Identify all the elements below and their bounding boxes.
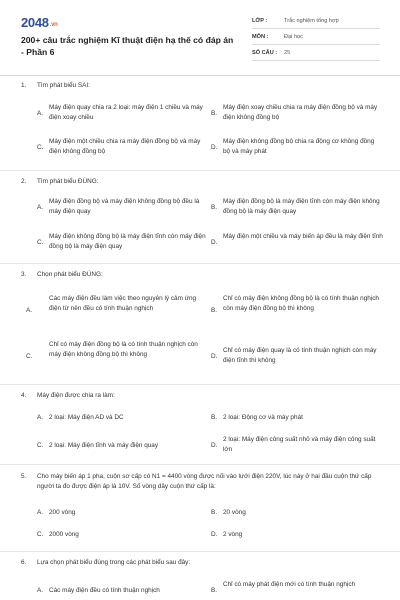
option-text: Máy điện không đồng bộ chia ra động cơ không đồng bộ và máy phát (223, 138, 375, 155)
meta-key: LỚP : (252, 18, 268, 24)
question-divider (0, 170, 400, 171)
question-1 (21, 81, 383, 155)
meta-row-class (252, 13, 380, 29)
option-text: 2 loại: Máy điện công suất nhỏ và máy điện công suất lớn (223, 436, 376, 453)
option-d[interactable] (211, 435, 383, 455)
meta-key: MÔN : (252, 34, 269, 40)
option-letter: A. (37, 110, 44, 117)
option-c[interactable] (37, 137, 207, 157)
option-text: Các máy điện đều làm việc theo nguyên lý cảm ứng điện từ nên đều có tính thuận nghịch (49, 295, 197, 312)
option-letter: B. (211, 204, 218, 211)
option-letter: C. (37, 144, 44, 151)
question-divider (0, 464, 400, 465)
meta-value: Trắc nghiệm tổng hợp (284, 18, 339, 24)
question-stem (21, 472, 383, 492)
question-stem (21, 391, 383, 401)
question-number: 4. (21, 392, 27, 399)
option-b[interactable] (211, 294, 383, 314)
question-text: Cho máy biến áp 1 pha, cuộn sơ cấp có N1 = 4400 vòng được nối vào lưới điện 220V, lúc này ở hai đầu cuộn thứ cấp người ta đo được điện áp là 10V. Số vòng dây cuộn thứ cấp là: (37, 473, 372, 490)
option-text: 20 vòng (223, 509, 246, 516)
question-stem (21, 270, 383, 280)
option-b[interactable] (211, 103, 383, 123)
option-text: 2000 vòng (49, 531, 79, 538)
question-5 (21, 472, 383, 538)
question-text: Máy điện được chia ra làm: (37, 392, 115, 399)
question-stem (21, 81, 383, 91)
option-text: Chỉ có máy điện không đồng bộ là có tính thuận nghịch còn máy điện đồng bộ thì không (223, 295, 379, 312)
question-divider (0, 263, 400, 264)
option-c[interactable] (37, 530, 207, 540)
question-number: 5. (21, 473, 27, 480)
option-b[interactable] (211, 508, 383, 518)
option-letter: C. (26, 353, 33, 360)
option-text: Máy điện không đồng bộ là máy điện tĩnh còn máy điện đồng bộ là máy điện quay (49, 233, 206, 250)
option-letter: D. (211, 442, 218, 449)
option-letter: A. (37, 204, 44, 211)
question-divider (0, 551, 400, 552)
question-stem (21, 558, 383, 568)
option-letter: A. (37, 587, 44, 594)
meta-info-panel (252, 13, 380, 61)
option-a[interactable] (37, 197, 207, 217)
option-letter: A. (37, 509, 44, 516)
option-text: Các máy điện đều có tính thuận nghịch (49, 587, 160, 594)
option-text: Máy điện đồng bộ và máy điện không đồng bộ đều là máy điện quay (49, 198, 200, 215)
meta-row-count (252, 45, 380, 61)
question-text: Tìm phát biểu ĐÚNG: (37, 178, 99, 185)
option-letter: C. (37, 442, 44, 449)
site-logo[interactable] (21, 15, 58, 30)
option-letter: D. (211, 239, 218, 246)
option-a[interactable] (37, 586, 207, 596)
option-letter: D. (211, 353, 218, 360)
option-d[interactable] (211, 137, 383, 157)
question-divider (0, 384, 400, 385)
option-letter: B. (211, 110, 218, 117)
option-text: Máy điện quay chia ra 2 loại: máy điện 1 chiều và máy điện xoay chiều (49, 104, 203, 121)
header-divider (0, 75, 400, 76)
option-letter: B. (211, 587, 218, 594)
option-letter: B. (211, 307, 218, 314)
option-b[interactable] (211, 413, 383, 423)
option-letter: B. (211, 414, 218, 421)
option-text: Máy điện một chiều và máy biến áp đều là máy điện tĩnh (223, 233, 383, 240)
option-text: 2 loại: Máy điện AD và DC (49, 414, 124, 421)
option-text: Chỉ có máy phát điện mới có tính thuận nghịch (223, 581, 356, 588)
meta-value: Đại học (284, 34, 303, 40)
option-letter: C. (37, 239, 44, 246)
option-c[interactable] (37, 232, 207, 252)
document-header (0, 0, 400, 75)
option-letter: D. (211, 531, 218, 538)
option-letter: A. (37, 414, 44, 421)
meta-key: SỐ CÂU : (252, 50, 278, 56)
option-d[interactable] (211, 530, 383, 540)
option-letter: A. (26, 307, 33, 314)
question-text: Lựa chọn phát biểu đúng trong các phát biểu sau đây: (37, 559, 191, 566)
option-letter: B. (211, 509, 218, 516)
option-b[interactable] (211, 197, 383, 217)
question-6 (21, 558, 383, 594)
option-a[interactable] (37, 413, 207, 423)
meta-row-subject (252, 29, 380, 45)
question-number: 1. (21, 82, 27, 89)
option-text: 2 loại: Máy điện tĩnh và máy điện quay (49, 442, 159, 449)
question-text: Tìm phát biểu SAI: (37, 82, 90, 89)
question-number: 6. (21, 559, 27, 566)
question-stem (21, 177, 383, 187)
option-text: Chỉ có máy điện quay là có tính thuận nghịch còn máy điện tĩnh thì không (223, 347, 377, 364)
option-d[interactable] (211, 232, 383, 246)
option-d[interactable] (211, 346, 383, 366)
option-text: Máy điện một chiều chia ra máy điện đồng bộ và máy điện không đồng bộ (49, 138, 201, 155)
meta-value: 25 (284, 50, 291, 56)
question-text: Chọn phát biểu ĐÚNG: (37, 271, 103, 278)
option-c[interactable] (37, 441, 207, 451)
option-text: Chỉ có máy điện đồng bộ là có tính thuận nghịch còn máy điện không đồng bộ thì không (49, 341, 198, 358)
page-title: 200+ câu trắc nghiệm Kĩ thuật điện hạ thế có đáp án - Phần 6 (21, 35, 234, 57)
question-number: 2. (21, 178, 27, 185)
option-a[interactable] (26, 294, 207, 314)
option-c[interactable] (26, 340, 207, 360)
question-number: 3. (21, 271, 27, 278)
option-text: Máy điện xoay chiều chia ra máy điện đồng bộ và máy điện không đồng bộ (223, 104, 378, 121)
option-a[interactable] (37, 508, 207, 518)
option-text: 2 loại: Động cơ và máy phát (223, 414, 303, 421)
question-2 (21, 177, 383, 250)
question-4 (21, 391, 383, 453)
option-letter: C. (37, 531, 44, 538)
logo-text: 2048 (21, 15, 49, 30)
option-text: Máy điện đồng bộ là máy điện tĩnh còn máy điện không đồng bộ là máy điện quay (223, 198, 380, 215)
question-3 (21, 270, 383, 364)
option-a[interactable] (37, 103, 207, 123)
option-text: 200 vòng (49, 509, 76, 516)
option-b[interactable] (211, 580, 383, 594)
option-letter: D. (211, 144, 218, 151)
logo-suffix: .vn (49, 22, 58, 28)
option-text: 2 vòng (223, 531, 243, 538)
